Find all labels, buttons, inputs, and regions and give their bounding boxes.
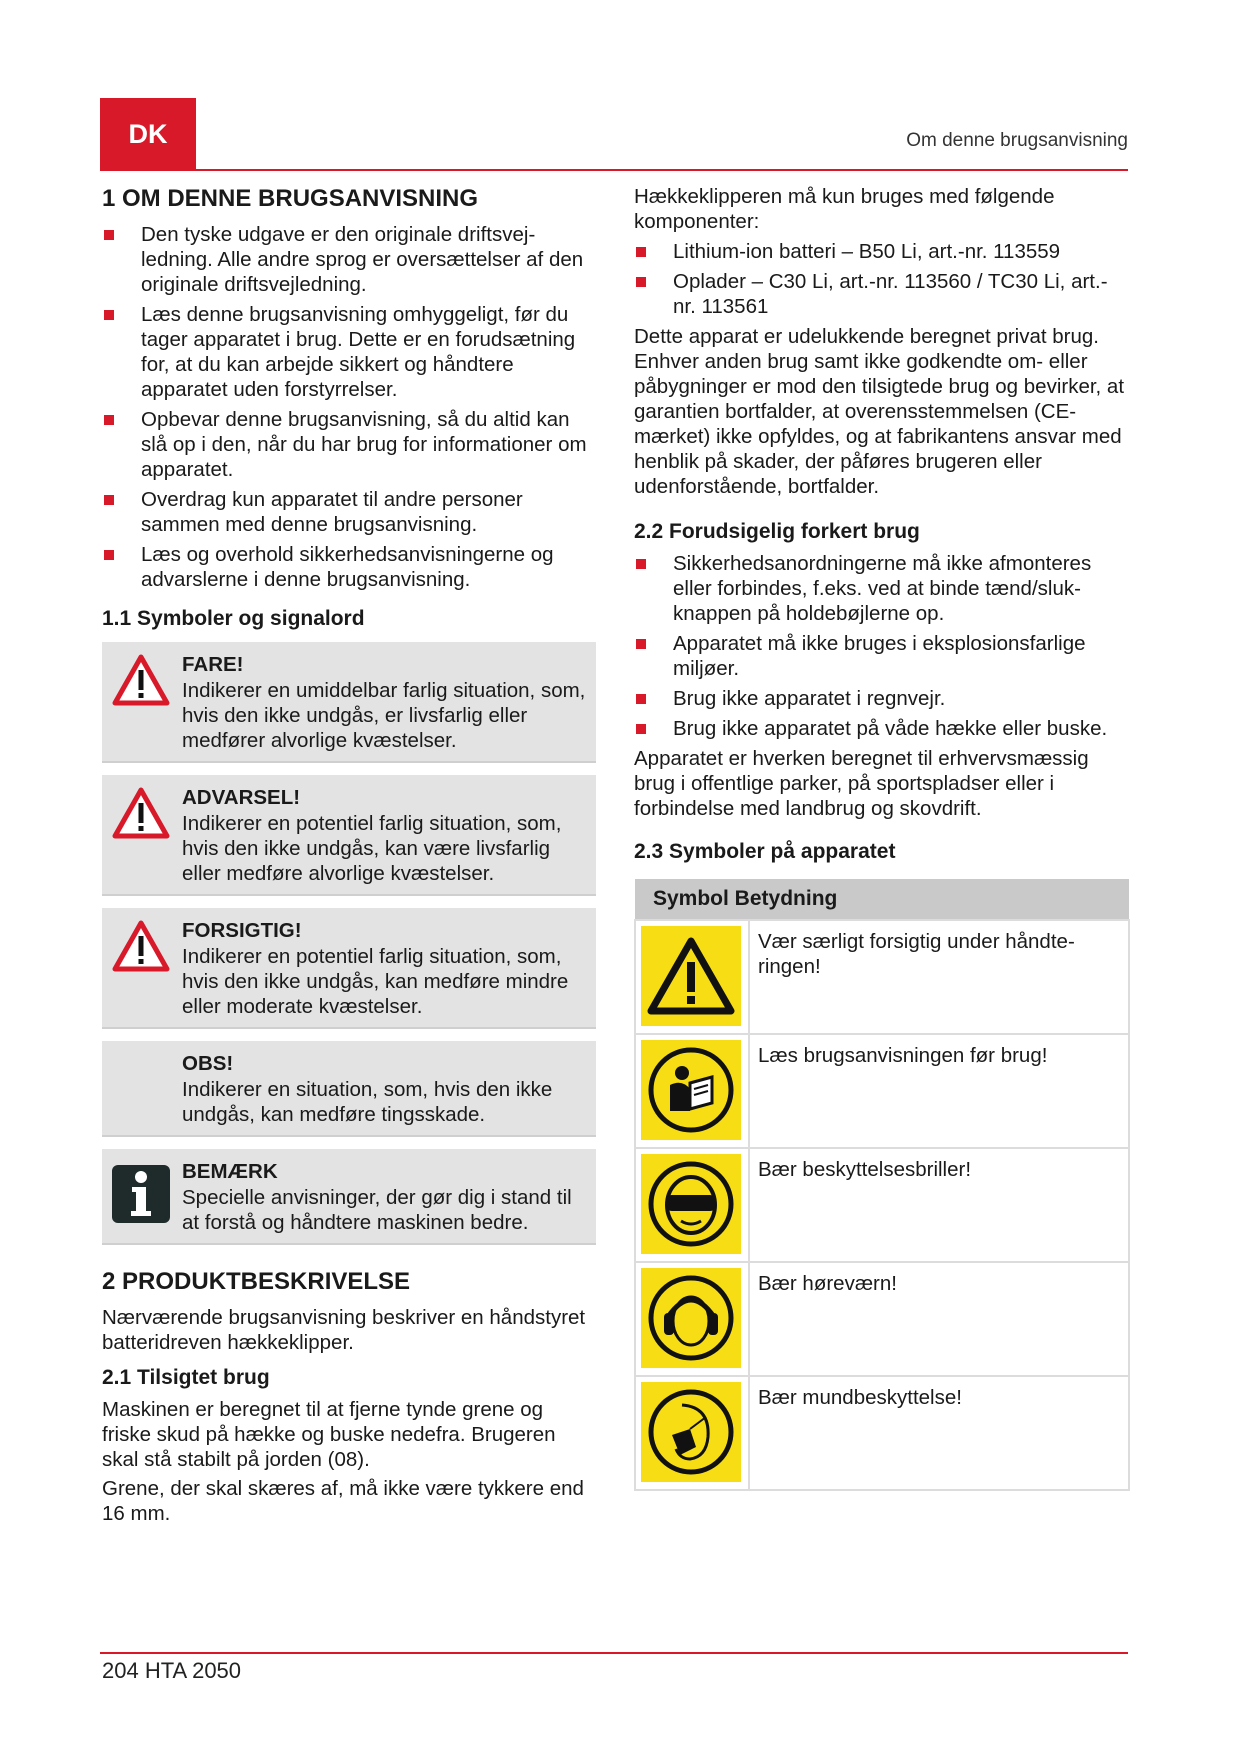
warning-triangle-icon [641,926,741,1026]
running-header: Om denne brugsanvisning [906,130,1128,151]
symbol-meaning: Bær mundbeskyttelse! [749,1376,1129,1490]
box-text: Indikerer en situation, som, hvis den ikke undgås, kan medføre tingsskade. [182,1078,553,1126]
private-use-text: Dette apparat er udelukkende beregnet privat brug. Enhver anden brug samt ikke godkendte om- eller påbygninger er mod den tilsigtede brug og bevirker, at garantien bortfalder, at overensstemmelsen (CE-mærket) ikke opfyldes, og at fabrikantens ansvar med henblik på skader, der påføres brugeren eller udenforstående, bortfalder. [634,325,1125,498]
symbol-meaning: Vær særligt forsigtig under håndteringen! [749,920,1129,1034]
caution-box [102,908,596,1029]
list-item: Læs denne brugsanvisning omhyggeligt, før du tager apparatet i brug. Dette er en forudsætning for, at du kan arbejde sikkert og håndtere apparatet uden forstyrrelser. [102,302,596,402]
symbols-table [634,879,1130,1491]
list-item: Den tyske udgave er den originale driftsvejledning. Alle andre sprog er oversættelser af den originale driftsvejledning. [102,222,596,297]
note-box [102,1149,596,1245]
symbol-meaning: Læs brugsanvisningen før brug! [749,1034,1129,1148]
section-1-title: 1 OM DENNE BRUGSANVISNING [102,185,479,212]
box-text: Indikerer en potentiel farlig situation, som, hvis den ikke undgås, kan være livsfarlig eller medføre alvorlige kvæstelser. [182,812,562,885]
list-item: Oplader – C30 Li, art.-nr. 113560 / TC30 Li, art.-nr. 113561 [634,269,1130,319]
section-2-title: 2 PRODUKTBESKRIVELSE [102,1268,411,1295]
misuse-list [634,551,1130,741]
table-row [635,920,1129,1034]
warning-triangle-icon [112,654,170,711]
header-divider [100,169,1128,171]
warning-triangle-icon [112,787,170,844]
box-text: Indikerer en umiddelbar farlig situation, som, hvis den ikke undgås, er livsfarlig eller medfører alvorlige kvæstelser. [182,679,586,752]
section-2-2-title: 2.2 Forudsigelig forkert brug [634,520,920,543]
table-row [635,1148,1129,1262]
language-tab: DK [100,98,196,170]
warning-box [102,775,596,896]
left-column [102,184,596,1526]
list-item: Lithium-ion batteri – B50 Li, art.-nr. 113559 [634,239,1130,264]
table-row [635,1034,1129,1148]
box-text: Indikerer en potentiel farlig situation, som, hvis den ikke undgås, kan medføre mindre eller moderate kvæstelser. [182,945,569,1018]
box-title: FARE! [182,653,244,676]
page-footer: 204 HTA 2050 [102,1658,242,1683]
danger-box [102,642,596,763]
section-2-3-title: 2.3 Symboler på apparatet [634,840,896,863]
safety-goggles-icon [641,1154,741,1254]
table-header: Symbol Betydning [635,879,1129,920]
box-title: ADVARSEL! [182,786,301,809]
table-row [635,1376,1129,1490]
list-item: Apparatet må ikke bruges i eksplosionsfarlige miljøer. [634,631,1130,681]
components-intro: Hækkeklipperen må kun bruges med følgende komponenter: [634,185,1055,233]
table-row [635,1262,1129,1376]
list-item: Brug ikke apparatet på våde hække eller buske. [634,716,1130,741]
ear-protection-icon [641,1268,741,1368]
section-2-1-title: 2.1 Tilsigtet brug [102,1366,270,1389]
section-1-1-title: 1.1 Symboler og signalord [102,607,365,630]
box-title: FORSIGTIG! [182,919,302,942]
symbol-meaning: Bær høreværn! [749,1262,1129,1376]
section-2-1-text-1: Maskinen er beregnet til at fjerne tynde grene og friske skud på hække og buske nedefra. Brugeren skal stå stabilt på jorden (08). [102,1398,556,1471]
section-2-text: Nærværende brugsanvisning beskriver en håndstyret batteridreven hækkeklipper. [102,1306,586,1354]
box-text: Specielle anvisninger, der gør dig i stand til at forstå og håndtere maskinen bedre. [182,1186,572,1234]
list-item: Brug ikke apparatet i regnvejr. [634,686,1130,711]
symbol-meaning: Bær beskyttelsesbriller! [749,1148,1129,1262]
read-manual-icon [641,1040,741,1140]
face-mask-icon [641,1382,741,1482]
list-item: Læs og overhold sikkerhedsanvisningerne og advarslerne i denne brugsanvisning. [102,542,596,592]
footer-divider [100,1652,1128,1654]
section-2-1-text-2: Grene, der skal skæres af, må ikke være tykkere end 16 mm. [102,1477,584,1525]
section-1-list [102,222,596,592]
notice-box [102,1041,596,1137]
list-item: Sikkerhedsanordningerne må ikke afmonteres eller forbindes, f.eks. ved at binde tænd/sluk-knappen på holdebøjlerne op. [634,551,1130,626]
box-title: BEMÆRK [182,1160,278,1183]
info-icon [112,1165,170,1228]
list-item: Overdrag kun apparatet til andre personer sammen med denne brugsanvisning. [102,487,596,537]
right-column [634,184,1130,1491]
section-2-2-text: Apparatet er hverken beregnet til erhvervsmæssig brug i offentlige parker, på sportspladser eller i forbindelse med landbrug og skovdrift. [634,747,1089,820]
box-title: OBS! [182,1052,234,1075]
components-list [634,239,1130,319]
warning-triangle-icon [112,920,170,977]
list-item: Opbevar denne brugsanvisning, så du altid kan slå op i den, når du har brug for informationer om apparatet. [102,407,596,482]
